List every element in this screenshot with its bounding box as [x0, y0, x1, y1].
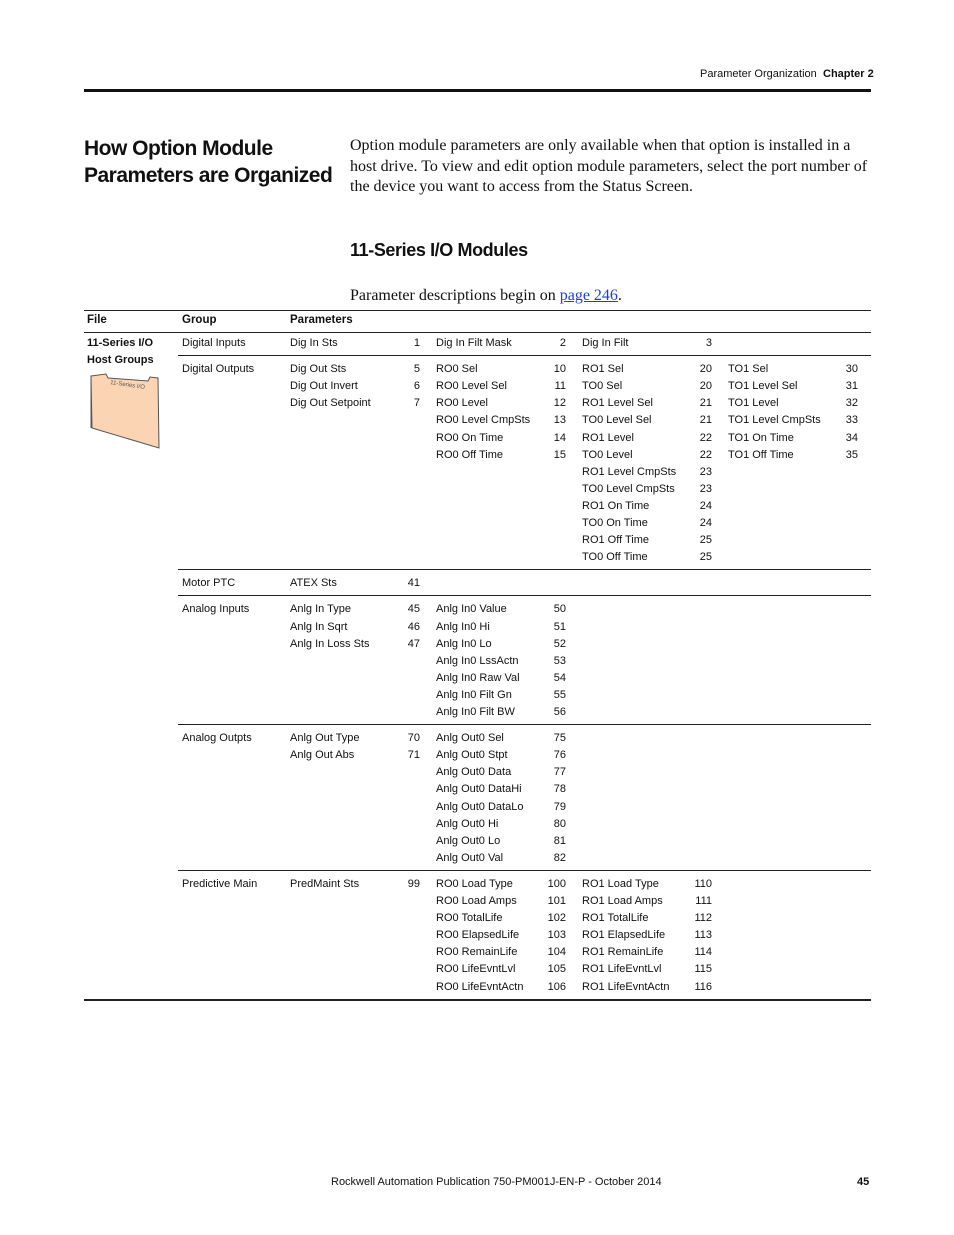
group-divider	[178, 724, 871, 725]
parameter-name: Anlg In0 Hi	[436, 620, 490, 633]
parameter-number: 21	[699, 397, 712, 410]
parameter-name: RO1 Sel	[582, 363, 624, 376]
parameter-name: Dig In Sts	[290, 337, 338, 349]
table-header-rule	[84, 332, 871, 333]
parameter-number: 24	[699, 517, 712, 529]
parameter-name: RO1 Off Time	[582, 534, 650, 547]
parameter-number: 14	[553, 431, 566, 444]
header-file: File	[87, 314, 107, 326]
parameter-name: Anlg Out0 Hi	[436, 817, 499, 830]
group-name: Digital Outputs	[182, 363, 255, 376]
parameter-number: 76	[553, 749, 566, 762]
parameter-number: 31	[845, 380, 858, 393]
parameter-number: 30	[845, 363, 858, 376]
parameter-number: 47	[407, 637, 420, 650]
parameter-number: 20	[699, 380, 712, 393]
parameter-name: TO0 Sel	[582, 380, 623, 393]
parameter-name: TO1 Level CmpSts	[728, 414, 821, 427]
parameter-name: RO1 Level CmpSts	[582, 465, 677, 478]
parameter-name: Anlg In0 Lo	[436, 637, 492, 650]
parameter-name: TO0 Off Time	[582, 551, 648, 564]
file-name: 11-Series I/O Host Groups	[87, 337, 154, 366]
parameter-number: 7	[413, 397, 420, 410]
parameter-number: 41	[407, 577, 420, 590]
parameter-number: 77	[553, 766, 566, 779]
parameter-name: RO0 ElapsedLife	[436, 929, 520, 942]
parameter-number: 12	[553, 397, 566, 410]
parameter-name: RO0 LifeEvntLvl	[436, 963, 516, 976]
parameter-number: 75	[553, 732, 566, 745]
parameter-number: 24	[699, 499, 712, 512]
parameter-name: Anlg In Type	[290, 603, 351, 616]
parameter-number: 1	[413, 337, 420, 349]
parameter-number: 21	[699, 414, 712, 427]
parameter-number: 22	[699, 431, 712, 444]
parameter-name: RO1 ElapsedLife	[582, 929, 666, 942]
parameter-number: 53	[553, 654, 566, 667]
parameter-number: 112	[694, 912, 712, 925]
parameter-number: 103	[547, 929, 566, 942]
parameter-number: 22	[699, 448, 712, 461]
table-top-rule	[84, 310, 871, 311]
parameter-name: Dig Out Sts	[290, 363, 347, 376]
parameter-name: Anlg In Loss Sts	[290, 637, 370, 650]
parameter-name: PredMaint Sts	[290, 877, 360, 890]
parameter-number: 55	[553, 688, 566, 701]
parameter-number: 99	[407, 877, 420, 890]
parameter-name: Anlg In0 Raw Val	[436, 671, 520, 684]
parameter-name: Anlg Out0 Data	[436, 766, 512, 779]
parameter-number: 105	[547, 963, 566, 976]
parameter-name: Dig Out Setpoint	[290, 397, 371, 410]
parameter-name: Anlg Out0 DataLo	[436, 800, 524, 813]
parameter-name: Anlg In0 Filt Gn	[436, 688, 512, 701]
group-name: Predictive Main	[182, 877, 258, 890]
parameter-name: RO0 LifeEvntActn	[436, 980, 524, 993]
group-name: Digital Inputs	[182, 337, 246, 349]
header-group: Group	[182, 314, 217, 326]
parameter-number: 25	[699, 551, 712, 564]
parameter-number: 113	[694, 929, 712, 942]
parameter-number: 13	[553, 414, 566, 427]
parameter-number: 25	[699, 534, 712, 547]
parameter-number: 104	[547, 946, 566, 959]
parameter-name: Dig Out Invert	[290, 380, 358, 393]
parameter-number: 82	[553, 851, 566, 864]
table-bottom-rule	[84, 999, 871, 1001]
parameter-name: TO1 Sel	[728, 363, 769, 376]
parameter-name: Anlg Out0 Sel	[436, 732, 504, 745]
parameter-name: RO0 RemainLife	[436, 946, 518, 959]
parameter-name: RO1 On Time	[582, 499, 650, 512]
parameter-number: 111	[695, 895, 712, 907]
parameter-number: 81	[553, 834, 566, 847]
parameter-name: RO0 Load Amps	[436, 895, 517, 907]
parameter-name: Dig In Filt Mask	[436, 337, 512, 349]
page-number: 45	[857, 1176, 870, 1188]
header-section: Parameter Organization	[700, 68, 817, 80]
parameter-name: RO1 RemainLife	[582, 946, 664, 959]
folder-icon	[88, 370, 163, 452]
parameter-name: RO1 LifeEvntLvl	[582, 963, 662, 976]
parameter-name: RO0 TotalLife	[436, 912, 503, 925]
parameter-name: Anlg In Sqrt	[290, 620, 348, 633]
parameter-name: RO1 LifeEvntActn	[582, 980, 670, 993]
group-divider	[178, 355, 871, 356]
group-divider	[178, 870, 871, 871]
parameter-name: ATEX Sts	[290, 577, 337, 590]
parameter-name: RO1 Load Amps	[582, 895, 663, 907]
parameter-number: 71	[407, 749, 420, 762]
page-link[interactable]: page 246	[559, 287, 618, 304]
parameter-name: Anlg In0 Value	[436, 603, 507, 616]
parameter-number: 100	[547, 877, 566, 890]
parameter-number: 10	[553, 363, 566, 376]
intro-paragraph: Option module parameters are only available when that option is installed in a host drive. To view and edit option module parameters, select the port number of the device you want to access from the Status Screen.	[350, 137, 868, 195]
parameter-number: 35	[845, 448, 858, 461]
group-divider	[178, 569, 871, 570]
parameter-name: RO1 Level	[582, 431, 634, 444]
parameter-number: 46	[407, 620, 420, 633]
parameter-number: 15	[553, 448, 566, 461]
parameter-number: 102	[547, 912, 566, 925]
parameter-number: 116	[694, 980, 712, 993]
parameter-number: 50	[553, 603, 566, 616]
parameter-number: 32	[845, 397, 858, 410]
parameter-name: RO1 Load Type	[582, 877, 659, 890]
parameter-name: TO1 Off Time	[728, 448, 794, 461]
parameter-name: Anlg Out Type	[290, 732, 360, 745]
parameter-number: 54	[553, 671, 566, 684]
parameter-name: Anlg Out0 DataHi	[436, 783, 522, 796]
parameter-name: RO0 On Time	[436, 431, 504, 444]
parameter-number: 6	[413, 380, 420, 393]
parameter-name: Anlg Out0 Stpt	[436, 749, 508, 762]
parameter-number: 106	[547, 980, 566, 993]
parameter-name: RO0 Level CmpSts	[436, 414, 531, 427]
parameter-name: TO1 Level Sel	[728, 380, 798, 393]
parameter-number: 70	[407, 732, 420, 745]
description-suffix: .	[617, 287, 622, 304]
parameter-name: RO0 Off Time	[436, 448, 504, 461]
parameter-number: 23	[699, 482, 712, 495]
section-title: How Option Module Parameters are Organized	[84, 137, 333, 187]
parameter-name: TO0 On Time	[582, 517, 648, 529]
folder-label: 11-Series I/O	[109, 380, 146, 391]
group-name: Analog Inputs	[182, 603, 250, 616]
subsection-title: 11-Series I/O Modules	[350, 240, 528, 260]
parameter-number: 80	[553, 817, 566, 830]
header-chapter: Chapter 2	[823, 68, 874, 80]
parameter-number: 114	[694, 946, 712, 959]
parameter-number: 51	[553, 620, 566, 633]
parameter-number: 78	[553, 783, 566, 796]
parameter-number: 45	[407, 603, 420, 616]
parameter-name: Anlg Out0 Val	[436, 851, 504, 864]
parameter-number: 115	[694, 963, 712, 976]
parameter-number: 23	[699, 465, 712, 478]
parameter-name: RO0 Load Type	[436, 877, 513, 890]
parameter-number: 34	[845, 431, 858, 444]
parameter-number: 5	[413, 363, 420, 376]
parameter-name: TO1 On Time	[728, 431, 794, 444]
description-line	[350, 287, 622, 305]
parameter-name: TO0 Level	[582, 448, 633, 461]
parameter-name: Anlg Out0 Lo	[436, 834, 501, 847]
parameter-number: 110	[694, 877, 712, 890]
parameter-name: Dig In Filt	[582, 337, 629, 349]
header-rule	[84, 89, 871, 92]
parameter-name: RO0 Sel	[436, 363, 478, 376]
parameter-number: 11	[554, 380, 566, 393]
header-parameters: Parameters	[290, 314, 353, 326]
group-name: Motor PTC	[182, 577, 236, 590]
parameter-number: 3	[705, 337, 712, 349]
parameter-number: 101	[547, 895, 566, 907]
parameter-name: RO1 Level Sel	[582, 397, 653, 410]
parameter-name: Anlg In0 LssActn	[436, 654, 519, 667]
parameter-name: TO0 Level CmpSts	[582, 482, 675, 495]
description-prefix: Parameter descriptions begin on	[350, 287, 560, 304]
parameter-name: Anlg In0 Filt BW	[436, 706, 515, 718]
parameter-number: 20	[699, 363, 712, 376]
parameter-number: 52	[553, 637, 566, 650]
parameter-number: 2	[559, 337, 566, 349]
parameter-number: 56	[553, 706, 566, 718]
parameter-name: TO0 Level Sel	[582, 414, 652, 427]
footer-publication: Rockwell Automation Publication 750-PM001J-EN-P - October 2014	[331, 1176, 662, 1188]
group-name: Analog Outpts	[182, 732, 252, 745]
parameter-number: 33	[845, 414, 858, 427]
parameter-name: RO1 TotalLife	[582, 912, 649, 925]
parameter-number: 79	[553, 800, 566, 813]
parameter-name: Anlg Out Abs	[290, 749, 355, 762]
parameter-name: RO0 Level	[436, 397, 488, 410]
group-divider	[178, 595, 871, 596]
parameter-name: RO0 Level Sel	[436, 380, 507, 393]
parameter-name: TO1 Level	[728, 397, 779, 410]
